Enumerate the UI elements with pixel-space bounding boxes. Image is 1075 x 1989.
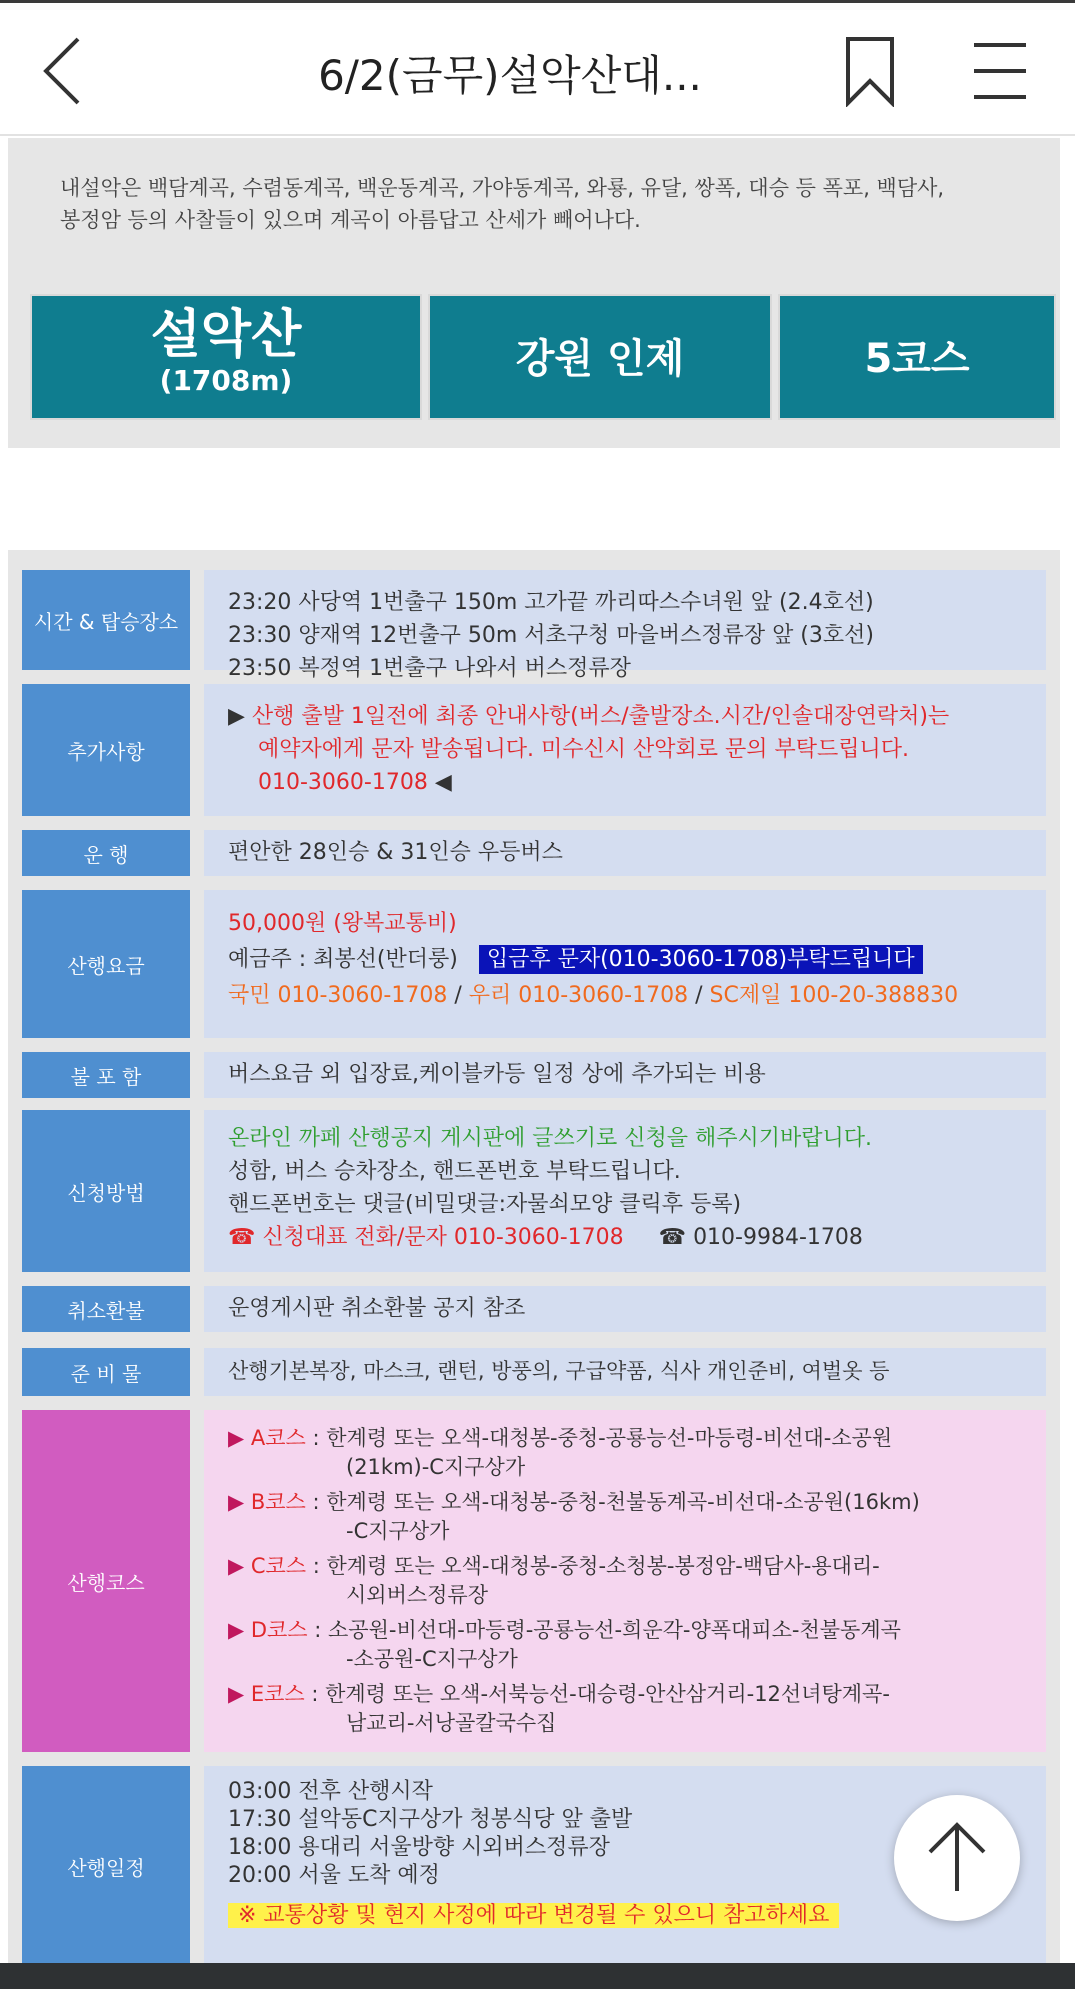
row-value: 버스요금 외 입장료,케이블카등 일정 상에 추가되는 비용 — [204, 1052, 1046, 1098]
course-item — [228, 1488, 1040, 1546]
course-name: E코스 — [250, 1682, 305, 1706]
schedule-line: 20:00 서울 도착 예정 — [228, 1863, 440, 1888]
row-value — [204, 570, 1046, 681]
row-extra — [22, 684, 1046, 816]
region-tile — [428, 294, 772, 420]
row-value — [204, 684, 1046, 816]
bookmark-icon — [840, 35, 900, 107]
extra-line: 예약자에게 문자 발송됩니다. 미수신시 산악회로 문의 부탁드립니다. — [258, 737, 910, 762]
course-route: : 한계령 또는 오색-대청봉-중청-천불동계곡-비선대-소공원(16km) — [305, 1490, 920, 1514]
schedule-notice: ※ 교통상황 및 현지 사정에 따라 변경될 수 있으니 참고하세요 — [228, 1903, 839, 1928]
row-schedule — [22, 1766, 1046, 1963]
course-item — [228, 1616, 1040, 1674]
course-route: : 한계령 또는 오색-서북능선-대승령-안산삼거리-12선녀탕계곡- — [304, 1682, 890, 1706]
course-route: : 소공원-비선대-마등령-공룡능선-희운각-양폭대피소-천불동계곡 — [307, 1618, 901, 1642]
extra-line: 산행 출발 1일전에 최종 안내사항(버스/출발장소.시간/인솔대장연락처)는 — [251, 704, 950, 729]
bank-account: 우리 010-3060-1708 — [468, 983, 689, 1008]
row-label: 산행코스 — [22, 1410, 190, 1752]
triangle-bullet-icon: ▶ — [228, 1490, 251, 1514]
row-label: 신청방법 — [22, 1110, 190, 1272]
info-table — [8, 550, 1060, 1963]
row-refund — [22, 1286, 1046, 1332]
bookmark-button[interactable] — [840, 35, 900, 107]
apply-alt-number: 010-9984-1708 — [693, 1225, 863, 1250]
row-label: 추가사항 — [22, 684, 190, 816]
row-label: 산행일정 — [22, 1766, 190, 1963]
separator: / — [447, 983, 469, 1008]
row-operation — [22, 830, 1046, 876]
row-courses — [22, 1410, 1046, 1752]
row-value: 산행기본복장, 마스크, 랜턴, 방풍의, 구급약품, 식사 개인준비, 여벌옷 등 — [204, 1348, 1046, 1396]
separator: / — [688, 983, 710, 1008]
row-label: 준 비 물 — [22, 1348, 190, 1396]
fee-price: 50,000원 (왕복교통비) — [228, 911, 457, 936]
triangle-bullet-icon: ▶ — [228, 1554, 251, 1578]
course-count-label: 5코스 — [864, 336, 970, 382]
deposit-notice: 입금후 문자(010-3060-1708)부탁드립니다 — [479, 945, 923, 974]
apply-line: 핸드폰번호는 댓글(비밀댓글:자물쇠모양 클릭후 등록) — [228, 1192, 742, 1217]
bank-account: SC제일 100-20-388830 — [709, 983, 959, 1008]
row-label: 취소환불 — [22, 1286, 190, 1332]
bank-account: 국민 010-3060-1708 — [228, 983, 448, 1008]
region-label: 강원 인제 — [515, 336, 685, 382]
phone-icon: ☎ — [658, 1225, 687, 1250]
apply-line: 성함, 버스 승차장소, 핸드폰번호 부탁드립니다. — [228, 1159, 681, 1184]
time-line: 23:50 복정역 1번출구 나와서 버스정류장 — [228, 656, 631, 681]
apply-rep-number: 010-3060-1708 — [453, 1225, 624, 1250]
course-route-cont: (21km)-C지구상가 — [346, 1455, 526, 1479]
triangle-bullet-icon: ▶ — [228, 1618, 251, 1642]
row-time — [22, 570, 1046, 681]
chevron-left-icon — [36, 31, 96, 111]
time-line: 23:30 양재역 12번출구 50m 서초구청 마을버스정류장 앞 (3호선) — [228, 623, 874, 648]
time-line: 23:20 사당역 1번출구 150m 고가끝 까리따스수녀원 앞 (2.4호선) — [228, 590, 874, 615]
hamburger-menu-icon — [970, 39, 1030, 103]
course-route-cont: 시외버스정류장 — [346, 1583, 489, 1607]
bullet-icon: ▶ — [228, 704, 245, 729]
left-arrow-icon: ◀ — [434, 770, 452, 795]
menu-button[interactable] — [970, 39, 1030, 103]
course-name: C코스 — [250, 1554, 307, 1578]
mountain-tile — [30, 294, 422, 420]
row-fee — [22, 890, 1046, 1038]
course-item — [228, 1680, 1040, 1738]
mountain-height: (1708m) — [159, 364, 293, 397]
course-name: D코스 — [250, 1618, 308, 1642]
row-apply — [22, 1110, 1046, 1272]
row-value: 편안한 28인승 & 31인승 우등버스 — [204, 830, 1046, 876]
course-item — [228, 1424, 1040, 1482]
scroll-to-top-button[interactable] — [894, 1795, 1020, 1921]
course-count-tile — [778, 294, 1056, 420]
system-navigation-bar — [0, 1963, 1075, 1989]
row-value: 운영게시판 취소환불 공지 참조 — [204, 1286, 1046, 1332]
row-value — [204, 1110, 1046, 1272]
course-route-cont: 남교리-서낭골칼국수집 — [346, 1711, 557, 1735]
row-value — [204, 1410, 1046, 1752]
course-route-cont: -소공원-C지구상가 — [346, 1647, 518, 1671]
phone-icon: ☎ — [228, 1225, 256, 1250]
row-excluded — [22, 1052, 1046, 1098]
schedule-line: 03:00 전후 산행시작 — [228, 1779, 433, 1804]
course-name: B코스 — [250, 1490, 306, 1514]
mountain-name: 설악산 — [150, 305, 302, 365]
page-title: 6/2(금무)설악산대... — [318, 51, 702, 100]
row-label: 시간 & 탑승장소 — [22, 570, 190, 670]
schedule-line: 17:30 설악동C지구상가 청봉식당 앞 출발 — [228, 1807, 633, 1832]
course-item — [228, 1552, 1040, 1610]
triangle-bullet-icon: ▶ — [228, 1682, 251, 1706]
row-value — [204, 890, 1046, 1038]
summary-tiles — [30, 294, 1054, 420]
arrow-up-icon — [894, 1795, 1020, 1921]
row-label: 산행요금 — [22, 890, 190, 1038]
course-route: : 한계령 또는 오색-대청봉-중청-소청봉-봉정암-백담사-용대리- — [306, 1554, 880, 1578]
extra-phone: 010-3060-1708 — [258, 770, 428, 795]
row-label: 운 행 — [22, 830, 190, 876]
row-prep — [22, 1348, 1046, 1396]
apply-rep-label: 신청대표 전화/문자 — [262, 1225, 447, 1250]
triangle-bullet-icon: ▶ — [228, 1426, 251, 1450]
intro-panel — [8, 138, 1060, 448]
intro-text — [60, 172, 1020, 236]
schedule-line: 18:00 용대리 서울방향 시외버스정류장 — [228, 1835, 610, 1860]
post-content — [0, 138, 1075, 1963]
row-label: 불 포 함 — [22, 1052, 190, 1098]
course-route: : 한계령 또는 오색-대청봉-중청-공룡능선-마등령-비선대-소공원 — [305, 1426, 893, 1450]
account-holder: 예금주 : 최봉선(반더룽) — [228, 947, 458, 972]
intro-line: 내설악은 백담계곡, 수렴동계곡, 백운동계곡, 가야동계곡, 와룡, 유달, 쌍폭, 대승 등 폭포, 백담사, — [60, 176, 945, 200]
course-route-cont: -C지구상가 — [346, 1519, 450, 1543]
back-button[interactable] — [36, 31, 96, 111]
apply-line: 온라인 까페 산행공지 게시판에 글쓰기로 신청을 해주시기바랍니다. — [228, 1126, 873, 1151]
course-name: A코스 — [250, 1426, 306, 1450]
app-header — [0, 3, 1075, 136]
intro-line: 봉정암 등의 사찰들이 있으며 계곡이 아름답고 산세가 빼어나다. — [60, 208, 641, 232]
